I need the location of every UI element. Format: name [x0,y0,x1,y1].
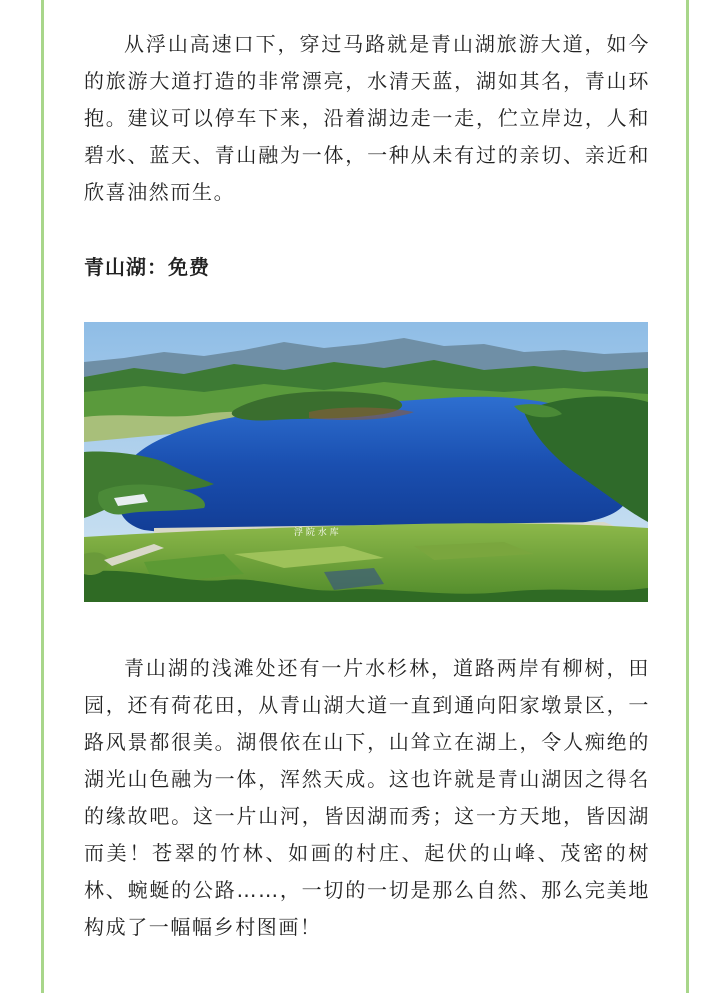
dam-lettering: 浮 院 水 库 [294,528,339,538]
lake-aerial-photo [84,322,648,602]
description-paragraph: 青山湖的浅滩处还有一片水杉林，道路两岸有柳树，田园，还有荷花田，从青山湖大道一直到通向阳家墩景区，一路风景都很美。湖偎依在山下，山耸立在湖上，令人痴绝的湖光山色融为一体，浑然天成。这也许就是青山湖因之得名的缘故吧。这一片山河，皆因湖而秀；这一方天地，皆因湖而美！苍翠的竹林、如画的村庄、起伏的山峰、茂密的树林、蜿蜒的公路……，一切的一切是那么自然、那么完美地构成了一幅幅乡村图画！ [84,656,650,939]
second-paragraph-wrapper [84,650,650,946]
left-border-line [41,0,44,993]
intro-paragraph: 从浮山高速口下，穿过马路就是青山湖旅游大道，如今的旅游大道打造的非常漂亮，水清天蓝，湖如其名，青山环抱。建议可以停车下来，沿着湖边走一走，伫立岸边，人和碧水、蓝天、青山融为一体，一种从未有过的亲切、亲近和欣喜油然而生。 [84,32,650,204]
right-border-line [686,0,689,993]
article-body [84,26,650,939]
section-heading: 青山湖：免费 [84,255,210,279]
